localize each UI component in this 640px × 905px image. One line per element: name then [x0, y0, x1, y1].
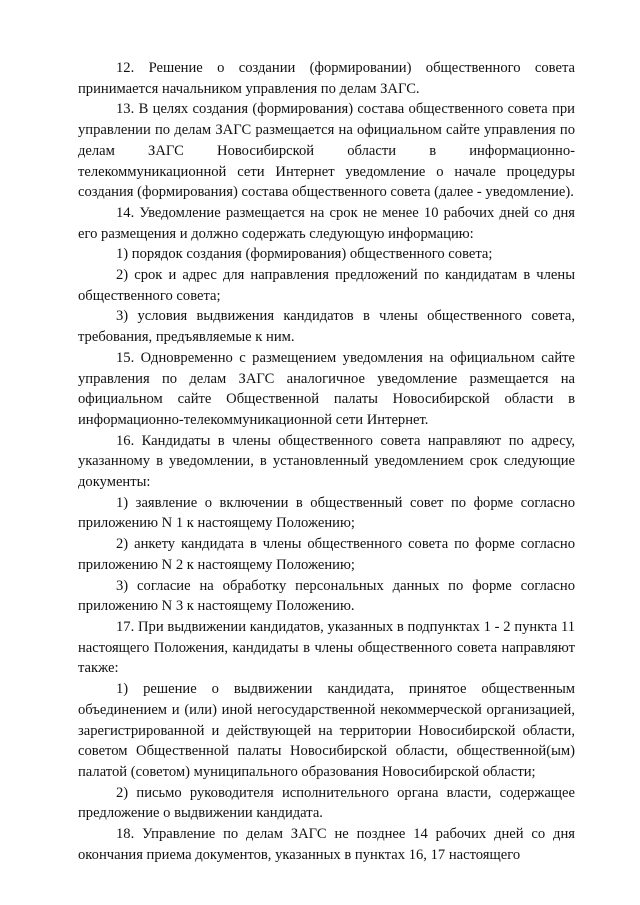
paragraph-13: 13. В целях создания (формирования) состава общественного совета при управлении по делам ЗАГС размещается на официальном сайте управления по делам ЗАГС Новосибирской области в информационно-телекоммуникационной сети Интернет уведомление о начале процедуры создания (формирования) состава общественного совета (далее - уведомление). — [78, 101, 575, 201]
paragraph-16-item-3: 3) согласие на обработку персональных данных по форме согласно приложению N 3 к настоящему Положению. — [78, 577, 575, 615]
paragraph-17-item-2: 2) письмо руководителя исполнительного органа власти, содержащее предложение о выдвижении кандидата. — [78, 784, 575, 822]
paragraph-17: 17. При выдвижении кандидатов, указанных в подпунктах 1 - 2 пункта 11 настоящего Положения, кандидаты в члены общественного совета направляют также: — [78, 618, 575, 677]
paragraph-18: 18. Управление по делам ЗАГС не позднее 14 рабочих дней со дня окончания приема документов, указанных в пунктах 16, 17 настоящего — [78, 826, 575, 863]
paragraph-12: 12. Решение о создании (формировании) общественного совета принимается начальником управления по делам ЗАГС. — [78, 60, 575, 97]
paragraph-14-item-1: 1) порядок создания (формирования) общественного совета; — [116, 246, 493, 263]
paragraph-16-item-2: 2) анкету кандидата в члены общественного совета по форме согласно приложению N 2 к настоящему Положению; — [78, 536, 575, 573]
paragraph-15: 15. Одновременно с размещением уведомления на официальном сайте управления по делам ЗАГС аналогичное уведомление размещается на официальном сайте Общественной палаты Новосибирской области в информационно-телекоммуникационной сети Интернет. — [78, 349, 575, 428]
paragraph-16: 16. Кандидаты в члены общественного совета направляют по адресу, указанному в уведомлении, в установленный уведомлением срок следующие документы: — [78, 432, 575, 491]
paragraph-14: 14. Уведомление размещается на срок не менее 10 рабочих дней со дня его размещения и должно содержать следующую информацию: — [78, 204, 575, 242]
paragraph-14-item-3: 3) условия выдвижения кандидатов в члены общественного совета, требования, предъявляемые к ним. — [78, 308, 575, 346]
document-page — [78, 58, 575, 865]
paragraph-17-item-1: 1) решение о выдвижении кандидата, принятое общественным объединением и (или) иной негосударственной некоммерческой организацией, зарегистрированной и действующей на территории Новосибирской области, советом Общественной палаты Новосибирской области, общественной(ым) палатой (советом) муниципального образования Новосибирской области; — [78, 681, 575, 780]
paragraph-14-item-2: 2) срок и адрес для направления предложений по кандидатам в члены общественного совета; — [78, 267, 575, 304]
paragraph-16-item-1: 1) заявление о включении в общественный совет по форме согласно приложению N 1 к настоящему Положению; — [78, 494, 575, 532]
